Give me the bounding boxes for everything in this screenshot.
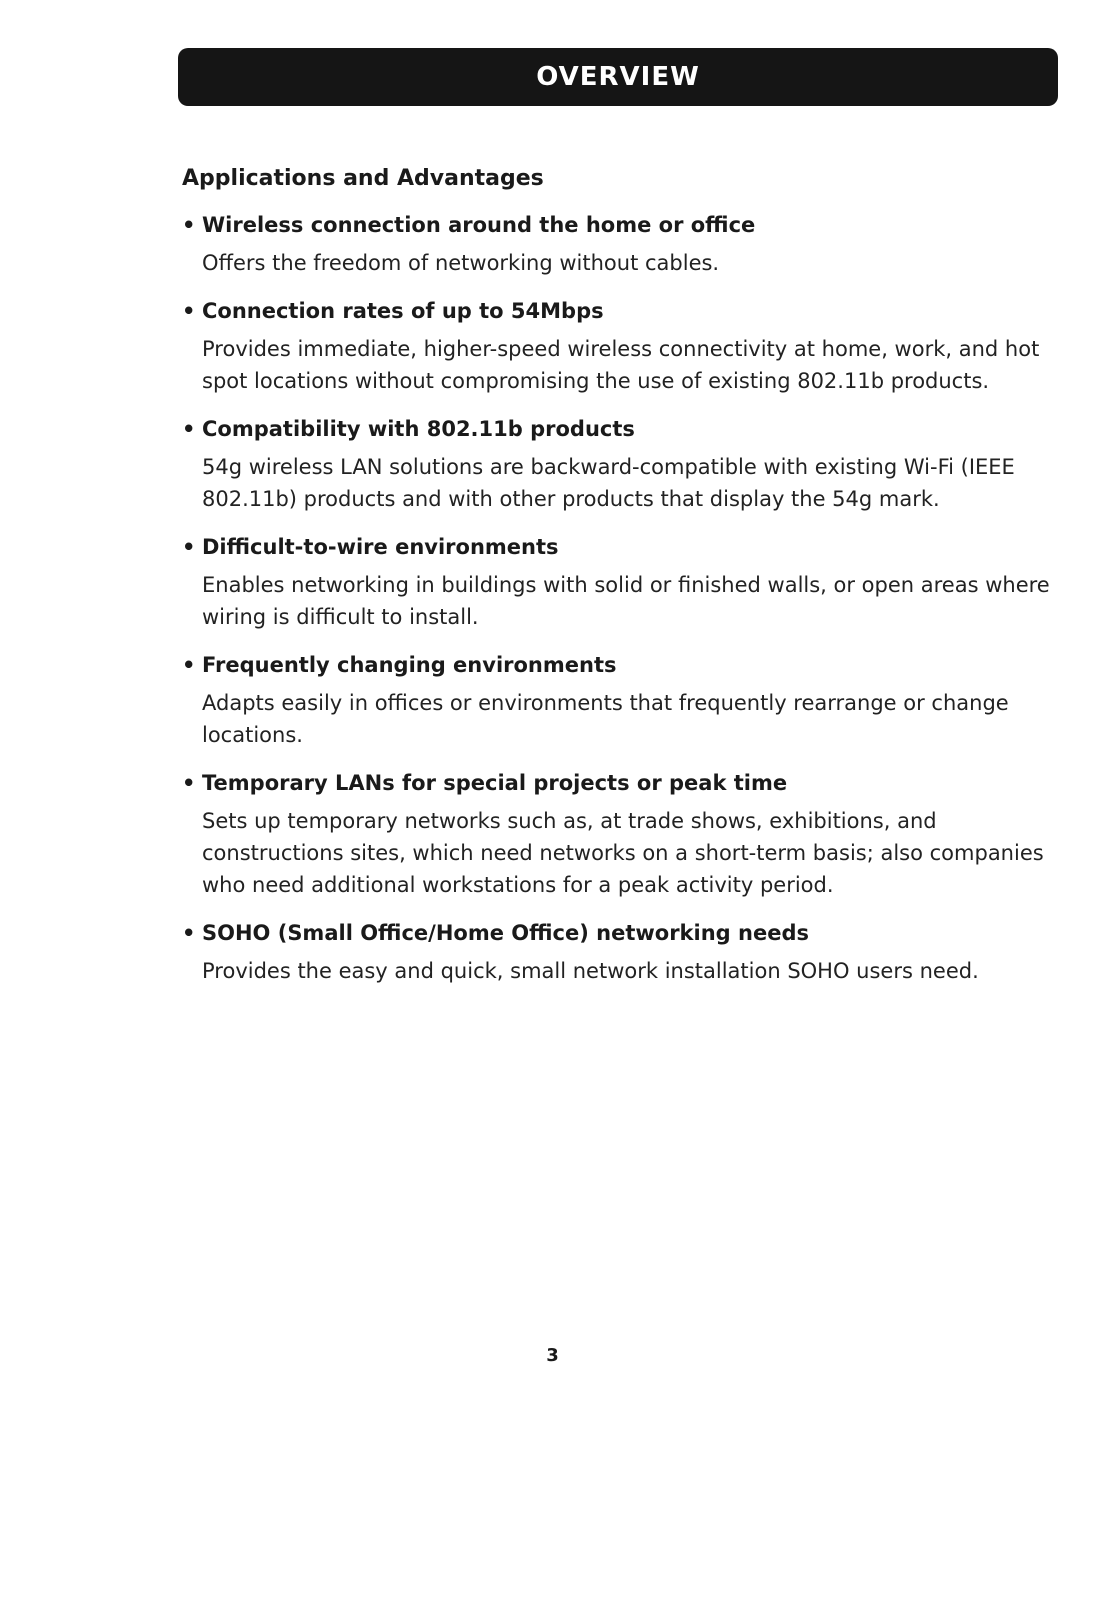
item-description: Adapts easily in offices or environments that frequently rearrange or change locations. <box>202 691 1009 747</box>
item-title <box>182 533 1062 561</box>
item-description: Offers the freedom of networking without cables. <box>202 251 720 275</box>
item-title <box>182 919 1062 947</box>
bullet-icon: • <box>182 771 196 795</box>
bullet-icon: • <box>182 213 196 237</box>
bullet-icon: • <box>182 299 196 323</box>
item-description: 54g wireless LAN solutions are backward-compatible with existing Wi-Fi (IEEE 802.11b) products and with other products that display the 54g mark. <box>202 455 1015 511</box>
page-number: 3 <box>546 1345 559 1366</box>
item-title-text: Compatibility with 802.11b products <box>202 417 635 441</box>
list-item <box>182 415 1062 515</box>
list-item <box>182 297 1062 397</box>
list-item <box>182 211 1062 279</box>
main-content <box>182 166 1062 1005</box>
item-title-text: Temporary LANs for special projects or peak time <box>202 771 788 795</box>
list-item <box>182 651 1062 751</box>
bullet-icon: • <box>182 653 196 677</box>
item-title-text: Difficult-to-wire environments <box>202 535 559 559</box>
item-description: Provides immediate, higher-speed wireless connectivity at home, work, and hot spot locations without compromising the use of existing 802.11b products. <box>202 337 1040 393</box>
item-description: Provides the easy and quick, small network installation SOHO users need. <box>202 959 979 983</box>
item-title-text: Wireless connection around the home or office <box>202 213 756 237</box>
list-item <box>182 919 1062 987</box>
section-heading: Applications and Advantages <box>182 166 544 191</box>
item-title <box>182 769 1062 797</box>
item-title <box>182 211 1062 239</box>
list-item <box>182 769 1062 901</box>
bullet-icon: • <box>182 535 196 559</box>
item-title <box>182 415 1062 443</box>
item-title-text: Connection rates of up to 54Mbps <box>202 299 604 323</box>
list-item <box>182 533 1062 633</box>
item-title <box>182 651 1062 679</box>
bullet-icon: • <box>182 417 196 441</box>
item-title-text: SOHO (Small Office/Home Office) networking needs <box>202 921 809 945</box>
bullet-icon: • <box>182 921 196 945</box>
item-title <box>182 297 1062 325</box>
overview-banner <box>178 48 1058 106</box>
item-description: Sets up temporary networks such as, at trade shows, exhibitions, and constructions sites, which need networks on a short-term basis; also companies who need additional workstations for a peak activity period. <box>202 809 1044 897</box>
item-description: Enables networking in buildings with solid or finished walls, or open areas where wiring is difficult to install. <box>202 573 1050 629</box>
page-title: OVERVIEW <box>536 62 700 92</box>
item-title-text: Frequently changing environments <box>202 653 617 677</box>
